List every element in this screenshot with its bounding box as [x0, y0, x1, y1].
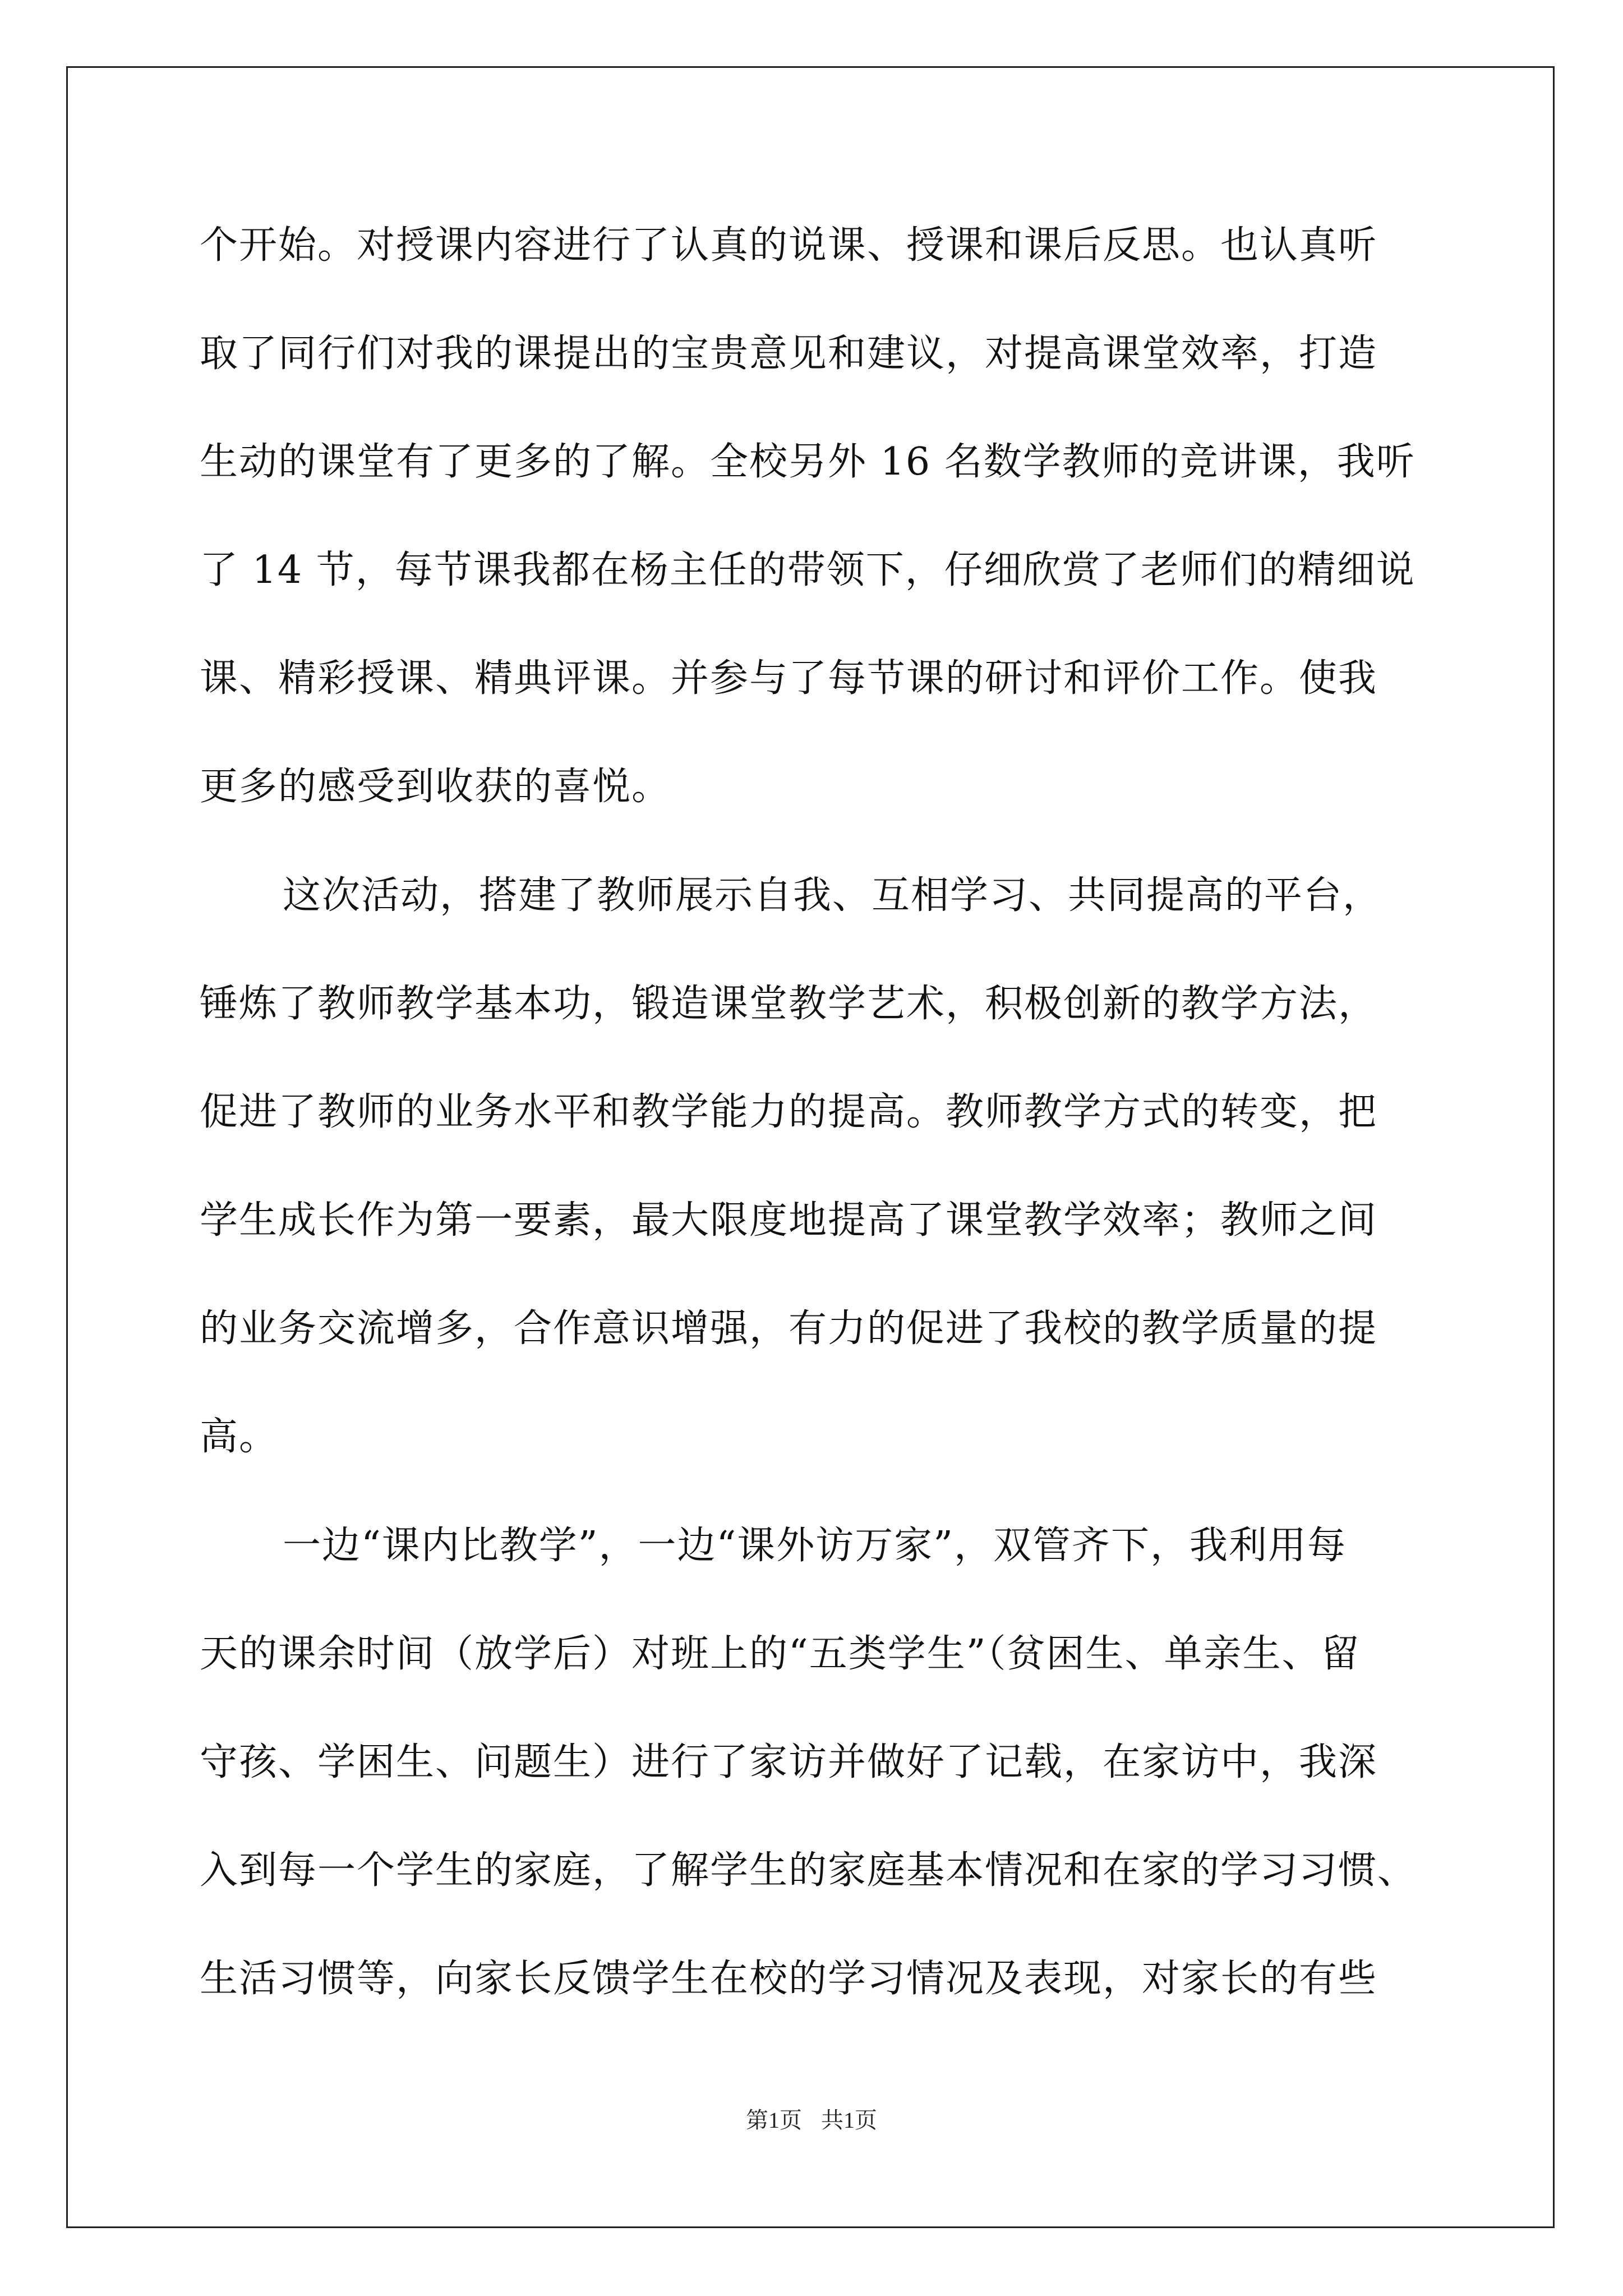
text-line: 取了同行们对我的课提出的宝贵意见和建议，对提高课堂效率，打造 — [200, 332, 1378, 376]
text-line: 了 14 节，每节课我都在杨主任的带领下，仔细欣赏了老师们的精细说 — [200, 548, 1415, 592]
text-line: 一边“课内比教学”，一边“课外访万家”，双管齐下，我利用每 — [283, 1524, 1347, 1568]
text-line: 天的课余时间（放学后）对班上的“五类学生”（贫困生、单亲生、留 — [200, 1632, 1361, 1676]
page-total: 共1页 — [821, 2108, 877, 2133]
page-footer — [0, 2105, 1623, 2136]
text-line: 更多的感受到收获的喜悦。 — [200, 765, 671, 809]
page-border — [66, 66, 1555, 2228]
text-line: 这次活动，搭建了教师展示自我、互相学习、共同提高的平台， — [283, 873, 1382, 918]
text-line: 锤炼了教师教学基本功，锻造课堂教学艺术，积极创新的教学方法， — [200, 982, 1378, 1026]
text-line: 课、精彩授课、精典评课。并参与了每节课的研讨和评价工作。使我 — [200, 656, 1378, 701]
text-line: 高。 — [200, 1415, 279, 1459]
text-line: 促进了教师的业务水平和教学能力的提高。教师教学方式的转变，把 — [200, 1090, 1378, 1134]
text-line: 个开始。对授课内容进行了认真的说课、授课和课后反思。也认真听 — [200, 223, 1378, 268]
page-number: 第1页 — [746, 2108, 802, 2133]
text-line: 的业务交流增多，合作意识增强，有力的促进了我校的教学质量的提 — [200, 1306, 1378, 1351]
text-line: 生活习惯等，向家长反馈学生在校的学习情况及表现，对家长的有些 — [200, 1957, 1378, 2001]
text-line: 学生成长作为第一要素，最大限度地提高了课堂教学效率；教师之间 — [200, 1198, 1378, 1243]
text-line: 入到每一个学生的家庭，了解学生的家庭基本情况和在家的学习习惯、 — [200, 1848, 1417, 1893]
text-line: 守孩、学困生、问题生）进行了家访并做好了记载，在家访中，我深 — [200, 1740, 1378, 1784]
text-line: 生动的课堂有了更多的了解。全校另外 16 名数学教师的竞讲课，我听 — [200, 440, 1415, 484]
